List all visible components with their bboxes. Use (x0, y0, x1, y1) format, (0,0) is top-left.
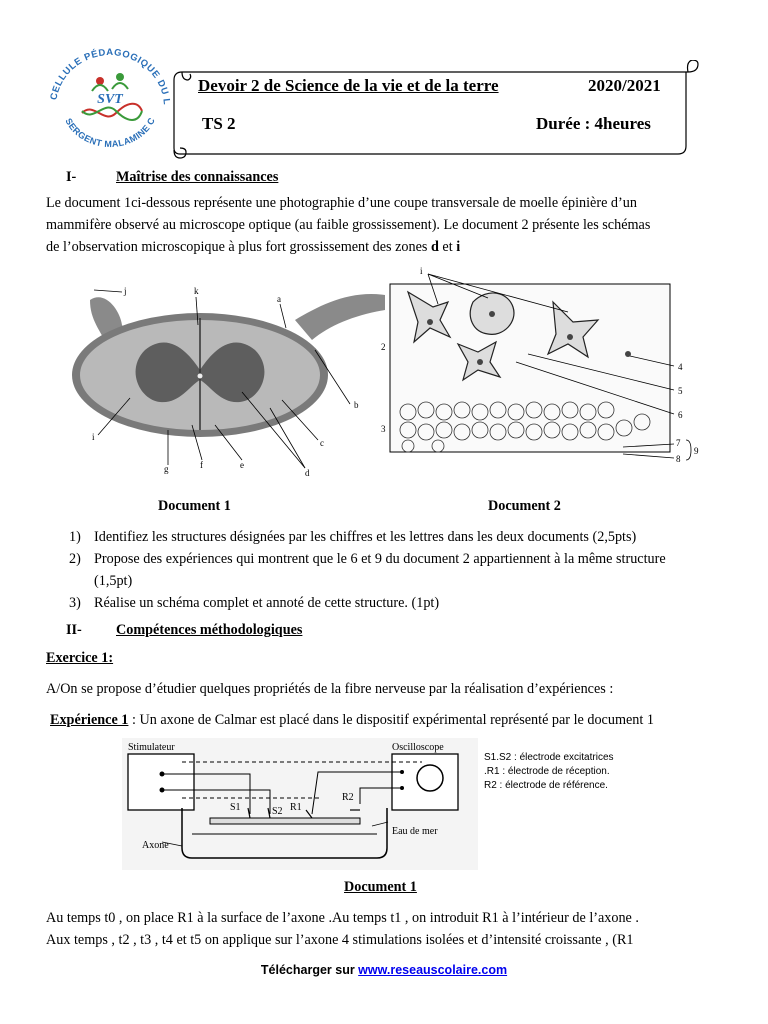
footer (0, 963, 768, 977)
section1-number: I- (66, 169, 77, 185)
doc1-label-a: a (277, 294, 281, 304)
document1-caption: Document 1 (158, 498, 231, 514)
doc1-label-g: g (164, 464, 169, 474)
r2-label: R2 (342, 792, 354, 803)
question-2: 2) Propose des expériences qui montrent que le 6 et 9 du document 2 appartiennent à la même structure (1,5pt) (69, 551, 666, 589)
doc2-label-9: 9 (694, 446, 699, 456)
axone-label: Axone (142, 840, 169, 851)
section2-number: II- (66, 622, 82, 638)
doc1-label-d: d (305, 468, 310, 478)
legend-r2: R2 : électrode de référence. (484, 780, 608, 791)
r1-label: R1 (290, 802, 302, 813)
doc1-label-b: b (354, 400, 359, 410)
section1-intro: Le document 1ci-dessous représente une photographie d’une coupe transversale de moelle épinière d’un mammifère observé au microscope optique (au faible grossissement). Le document 2 présente les schémas de l’observation microscopique à plus fort grossissement des zones d et i (46, 195, 651, 255)
doc2-label-4: 4 (678, 362, 683, 372)
footer-link[interactable]: www.reseauscolaire.com (358, 963, 508, 977)
legend-s1s2: S1.S2 : électrode excitatrices (484, 752, 614, 763)
document1-spinal-cord-photo (50, 280, 390, 485)
doc1-label-e: e (240, 460, 244, 470)
question-3: 3) Réalise un schéma complet et annoté de cette structure. (1pt) (69, 595, 440, 611)
stimulator-label: Stimulateur (128, 742, 175, 753)
question-1: 1) Identifiez les structures désignées par les chiffres et les lettres dans les deux documents (2,5pts) (69, 529, 637, 545)
exam-title: Devoir 2 de Science de la vie et de la terre (198, 76, 499, 95)
experiment-setup-diagram (122, 738, 652, 870)
doc1-label-f: f (200, 460, 203, 470)
exercise-title: Exercice 1: (46, 650, 114, 666)
doc2-label-i: i (420, 266, 423, 276)
logo-text: CELLULE PÉDAGOGIQUE DU L (48, 47, 172, 105)
doc1-label-i: i (92, 432, 95, 442)
experiment-paragraph: Au temps t0 , on place R1 à la surface de l’axone .Au temps t1 , on introduit R1 à l’intérieur de l’axone . Aux temps , t2 , t3 , t4 et t5 on applique sur l’axone 4 stimulations isolées et d’intensité croissante , (R1 (46, 910, 639, 948)
document2-microscope-schema (378, 262, 708, 474)
doc2-label-8: 8 (676, 454, 681, 464)
sea-water-label: Eau de mer (392, 826, 438, 837)
section1-questions (46, 526, 746, 614)
doc2-label-6: 6 (678, 410, 683, 420)
exam-duration: Durée : 4heures (536, 114, 651, 133)
doc2-label-3: 3 (381, 424, 386, 434)
svg-text:SERGENT MALAMINE CAMARA: SERGENT MALAMINE C (63, 115, 157, 150)
section2-title: Compétences méthodologiques (116, 622, 303, 638)
legend-r1: .R1 : électrode de réception. (484, 766, 610, 777)
experiment-line: Expérience 1 : Un axone de Calmar est placé dans le dispositif expérimental représenté par le document 1 (50, 712, 654, 728)
experiment-doc-caption: Document 1 (344, 879, 417, 895)
school-logo (42, 45, 178, 157)
doc2-label-5: 5 (678, 386, 683, 396)
s1-label: S1 (230, 802, 241, 813)
title-scroll (170, 60, 700, 160)
logo-mark: SVT (97, 92, 123, 107)
doc2-label-7: 7 (676, 438, 681, 448)
doc2-label-2: 2 (381, 342, 386, 352)
class-name: TS 2 (202, 114, 236, 133)
footer-prefix: Télécharger sur (260, 963, 359, 977)
oscilloscope-label: Oscilloscope (392, 742, 444, 753)
doc1-label-c: c (320, 438, 324, 448)
document2-caption: Document 2 (488, 498, 561, 514)
section1-title: Maîtrise des connaissances (116, 169, 279, 185)
exercise-intro: A/On se propose d’étudier quelques propriétés de la fibre nerveuse par la réalisation d’expériences : (46, 681, 614, 697)
s2-label: S2 (272, 806, 283, 817)
doc1-label-k: k (194, 286, 199, 296)
doc1-label-j: j (124, 286, 127, 296)
school-year: 2020/2021 (588, 76, 661, 95)
